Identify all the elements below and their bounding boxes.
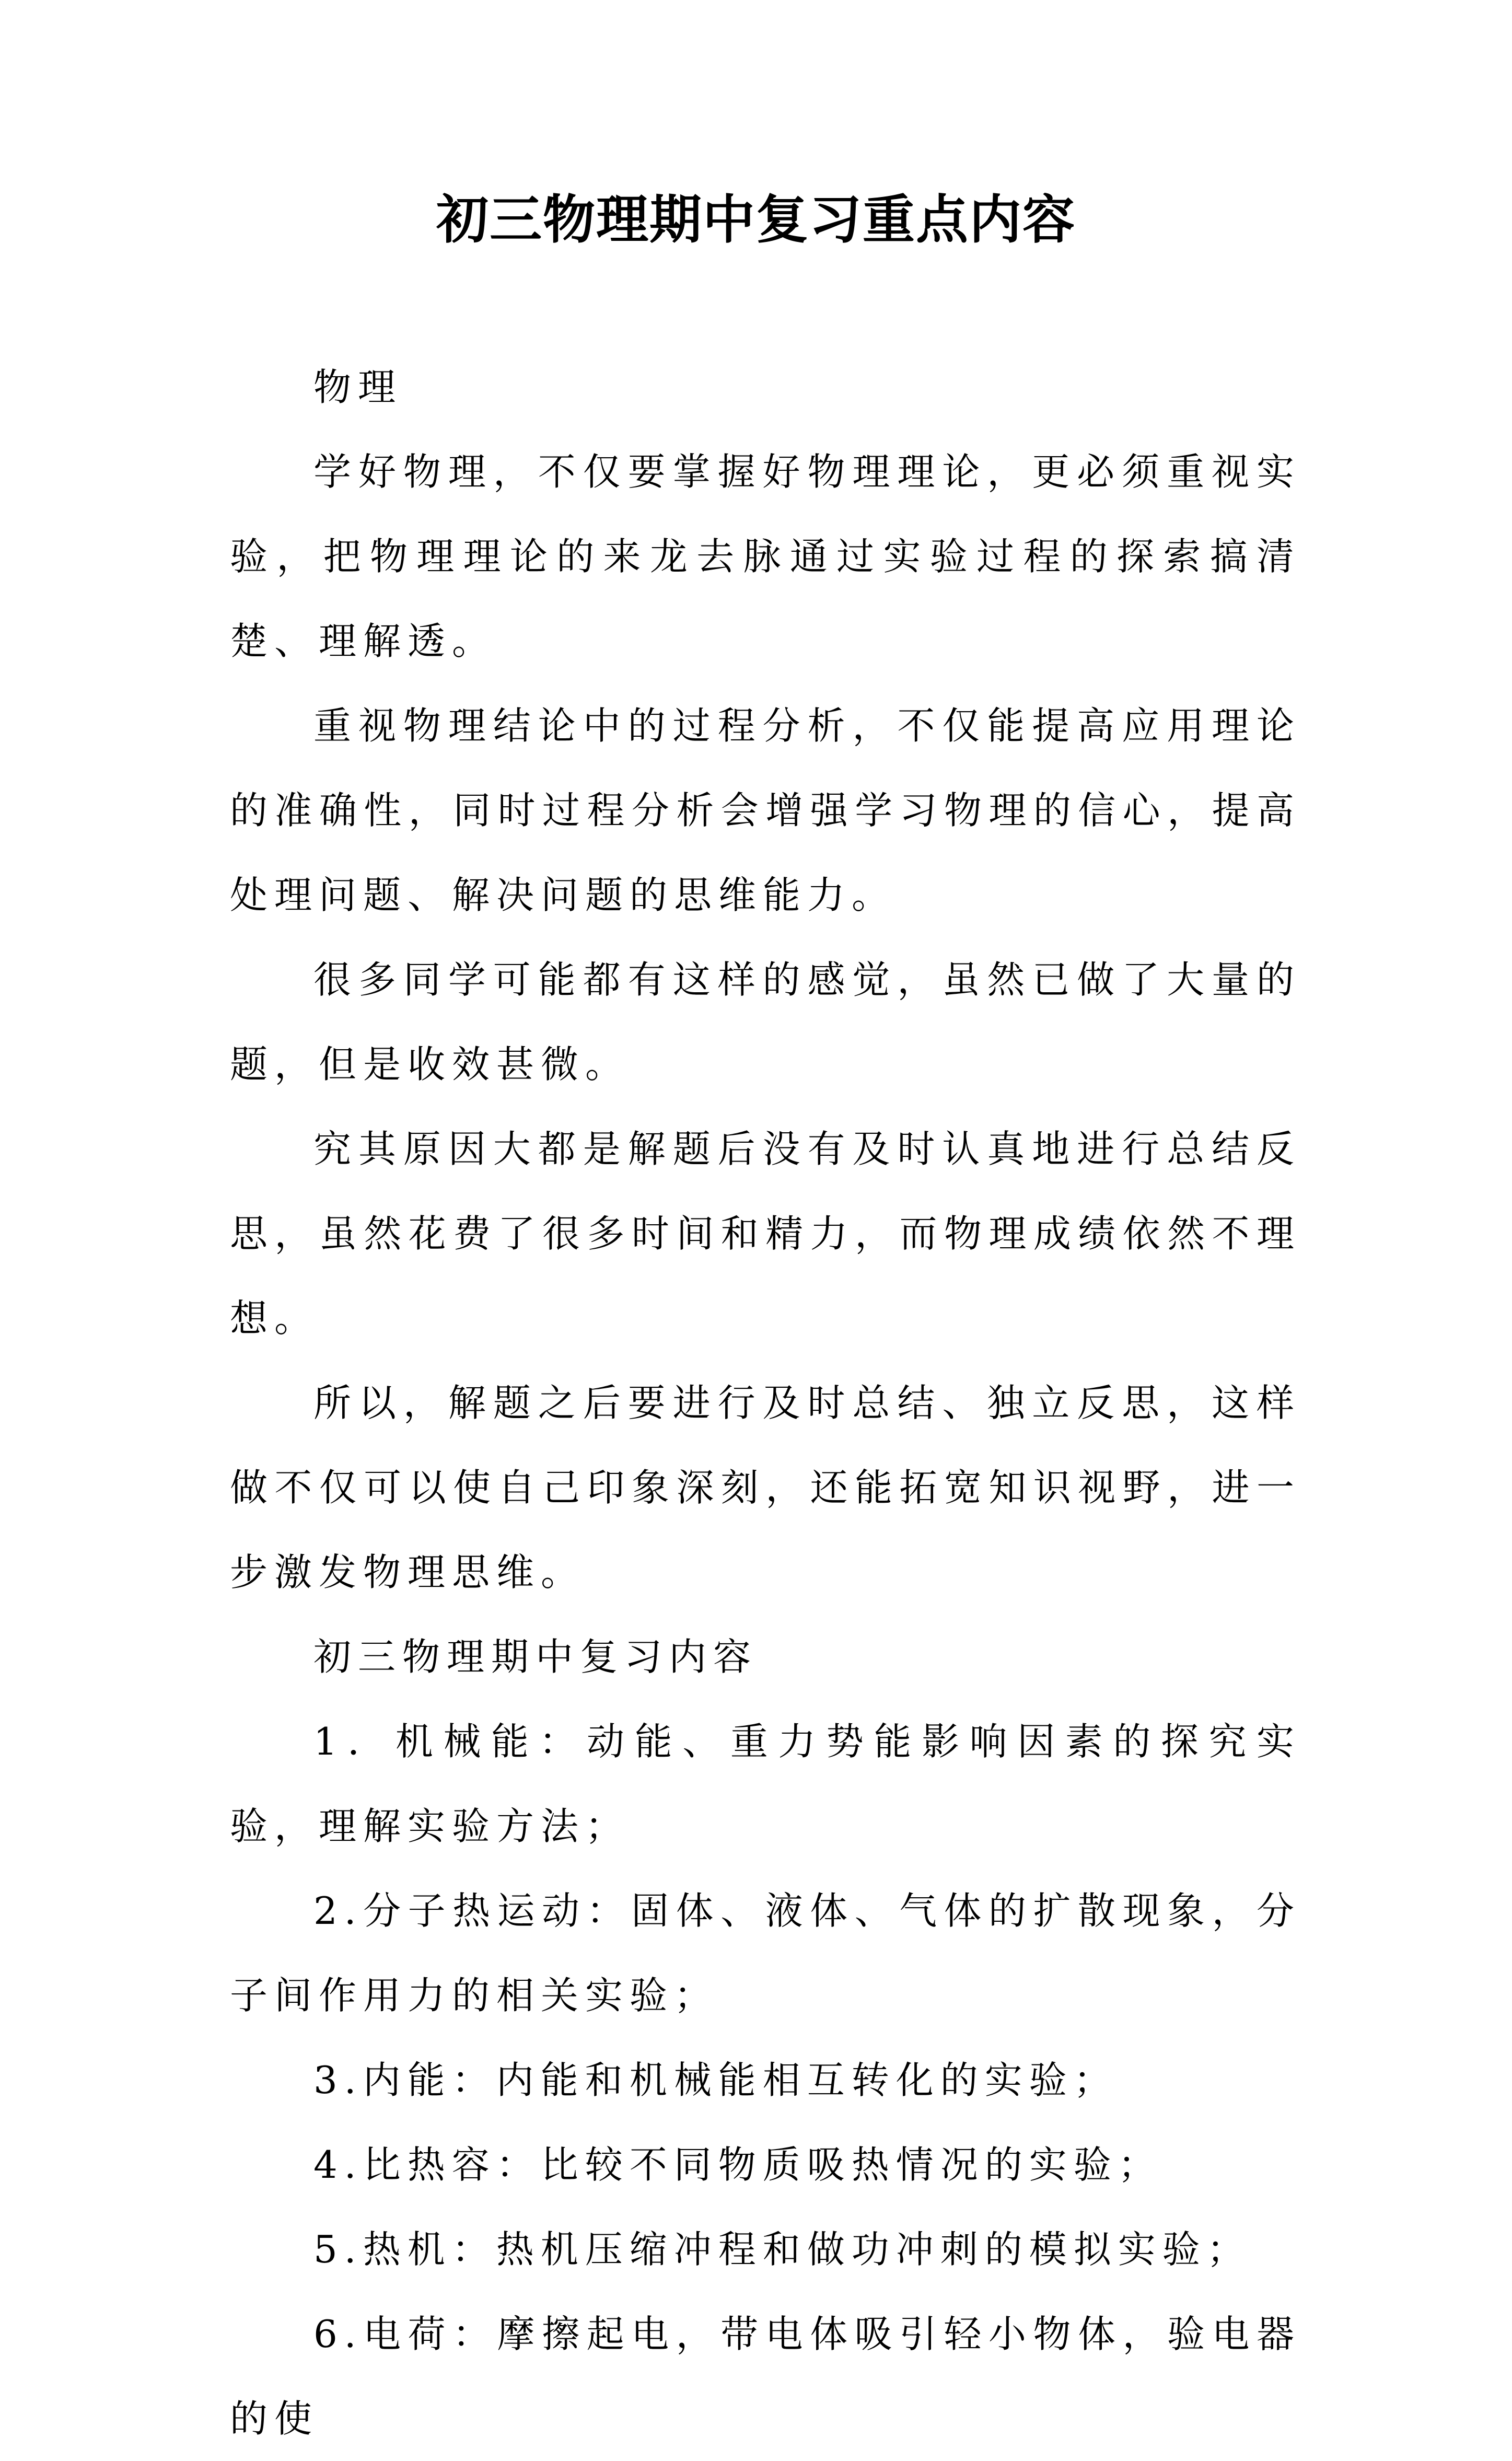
- list-item: 6.电荷：摩擦起电，带电体吸引轻小物体，验电器的使: [230, 2312, 1301, 2441]
- paragraph: 究其原因大都是解题后没有及时认真地进行总结反思，虽然花费了很多时间和精力，而物理成绩依然不理想。: [230, 1127, 1301, 1340]
- paragraph-section-heading: 初三物理期中复习内容: [313, 1635, 758, 1679]
- list-item: 3.内能：内能和机械能相互转化的实验；: [313, 2058, 1118, 2102]
- paragraph: 很多同学可能都有这样的感觉，虽然已做了大量的题，但是收效甚微。: [230, 958, 1301, 1086]
- document-title: 初三物理期中复习重点内容: [436, 189, 1076, 250]
- list-item: 5.热机：热机压缩冲程和做功冲刺的模拟实验；: [313, 2227, 1251, 2271]
- paragraph-section-heading: 物理: [313, 365, 403, 409]
- paragraph: 重视物理结论中的过程分析，不仅能提高应用理论的准确性，同时过程分析会增强学习物理的信心，提高处理问题、解决问题的思维能力。: [230, 704, 1301, 917]
- document-body: [230, 345, 1301, 2461]
- list-item: 4.比热容：比较不同物质吸热情况的实验；: [313, 2143, 1162, 2187]
- paragraph: 学好物理，不仅要掌握好物理理论，更必须重视实验，把物理理论的来龙去脉通过实验过程的探索搞清楚、理解透。: [230, 450, 1301, 663]
- list-item: 2.分子热运动：固体、液体、气体的扩散现象，分子间作用力的相关实验；: [230, 1889, 1301, 2017]
- paragraph: 所以，解题之后要进行及时总结、独立反思，这样做不仅可以使自己印象深刻，还能拓宽知识视野，进一步激发物理思维。: [230, 1381, 1301, 1594]
- list-item: 1．机械能：动能、重力势能影响因素的探究实验，理解实验方法；: [230, 1720, 1301, 1848]
